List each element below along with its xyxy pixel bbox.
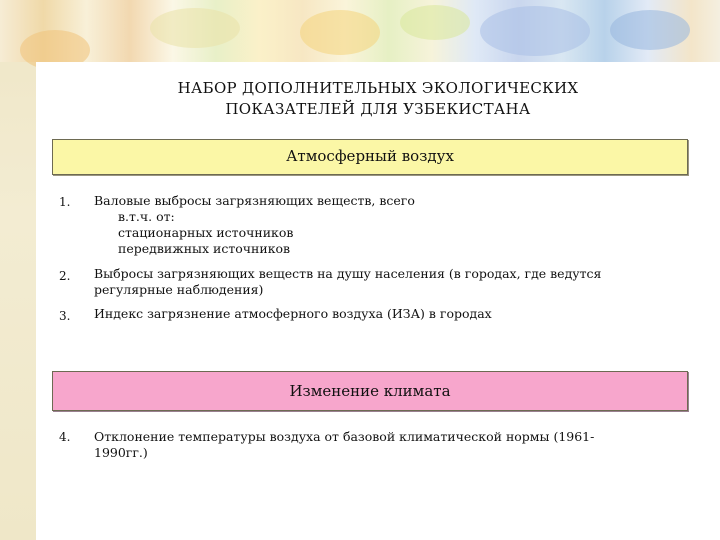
deco-flower-shape	[610, 10, 690, 50]
title-line-1: НАБОР ДОПОЛНИТЕЛЬНЫХ ЭКОЛОГИЧЕСКИХ	[177, 79, 579, 97]
deco-leaf-shape	[400, 5, 470, 40]
item-1-line-1: Валовые выбросы загрязняющих веществ, всего	[94, 193, 415, 208]
item-number-2: 2.	[59, 269, 71, 283]
section-heading-climate: Изменение климата	[52, 371, 688, 411]
left-decorative-strip	[0, 0, 36, 540]
page-title	[36, 78, 720, 120]
item-number-3: 3.	[59, 309, 71, 323]
item-2-line-1: Выбросы загрязняющих веществ на душу населения (в городах, где ведутся	[94, 266, 602, 281]
item-4-line-2: 1990гг.)	[94, 445, 148, 460]
item-1-line-2: в.т.ч. от:	[118, 209, 175, 224]
item-3-line-1: Индекс загрязнение атмосферного воздуха (ИЗА) в городах	[94, 306, 492, 321]
item-number-1: 1.	[59, 195, 71, 209]
deco-leaf-shape	[150, 8, 240, 48]
item-1-line-4: передвижных источников	[118, 241, 291, 256]
top-decorative-banner	[0, 0, 720, 62]
section-heading-air: Атмосферный воздух	[52, 139, 688, 175]
deco-leaf-shape	[300, 10, 380, 55]
item-4-line-1: Отклонение температуры воздуха от базовой климатической нормы (1961-	[94, 429, 595, 444]
item-number-4: 4.	[59, 430, 71, 444]
slide-content-area	[36, 62, 720, 540]
item-2-line-2: регулярные наблюдения)	[94, 282, 264, 297]
deco-flower-shape	[480, 6, 590, 56]
item-1-line-3: стационарных источников	[118, 225, 294, 240]
title-line-2: ПОКАЗАТЕЛЕЙ ДЛЯ УЗБЕКИСТАНА	[225, 100, 531, 118]
